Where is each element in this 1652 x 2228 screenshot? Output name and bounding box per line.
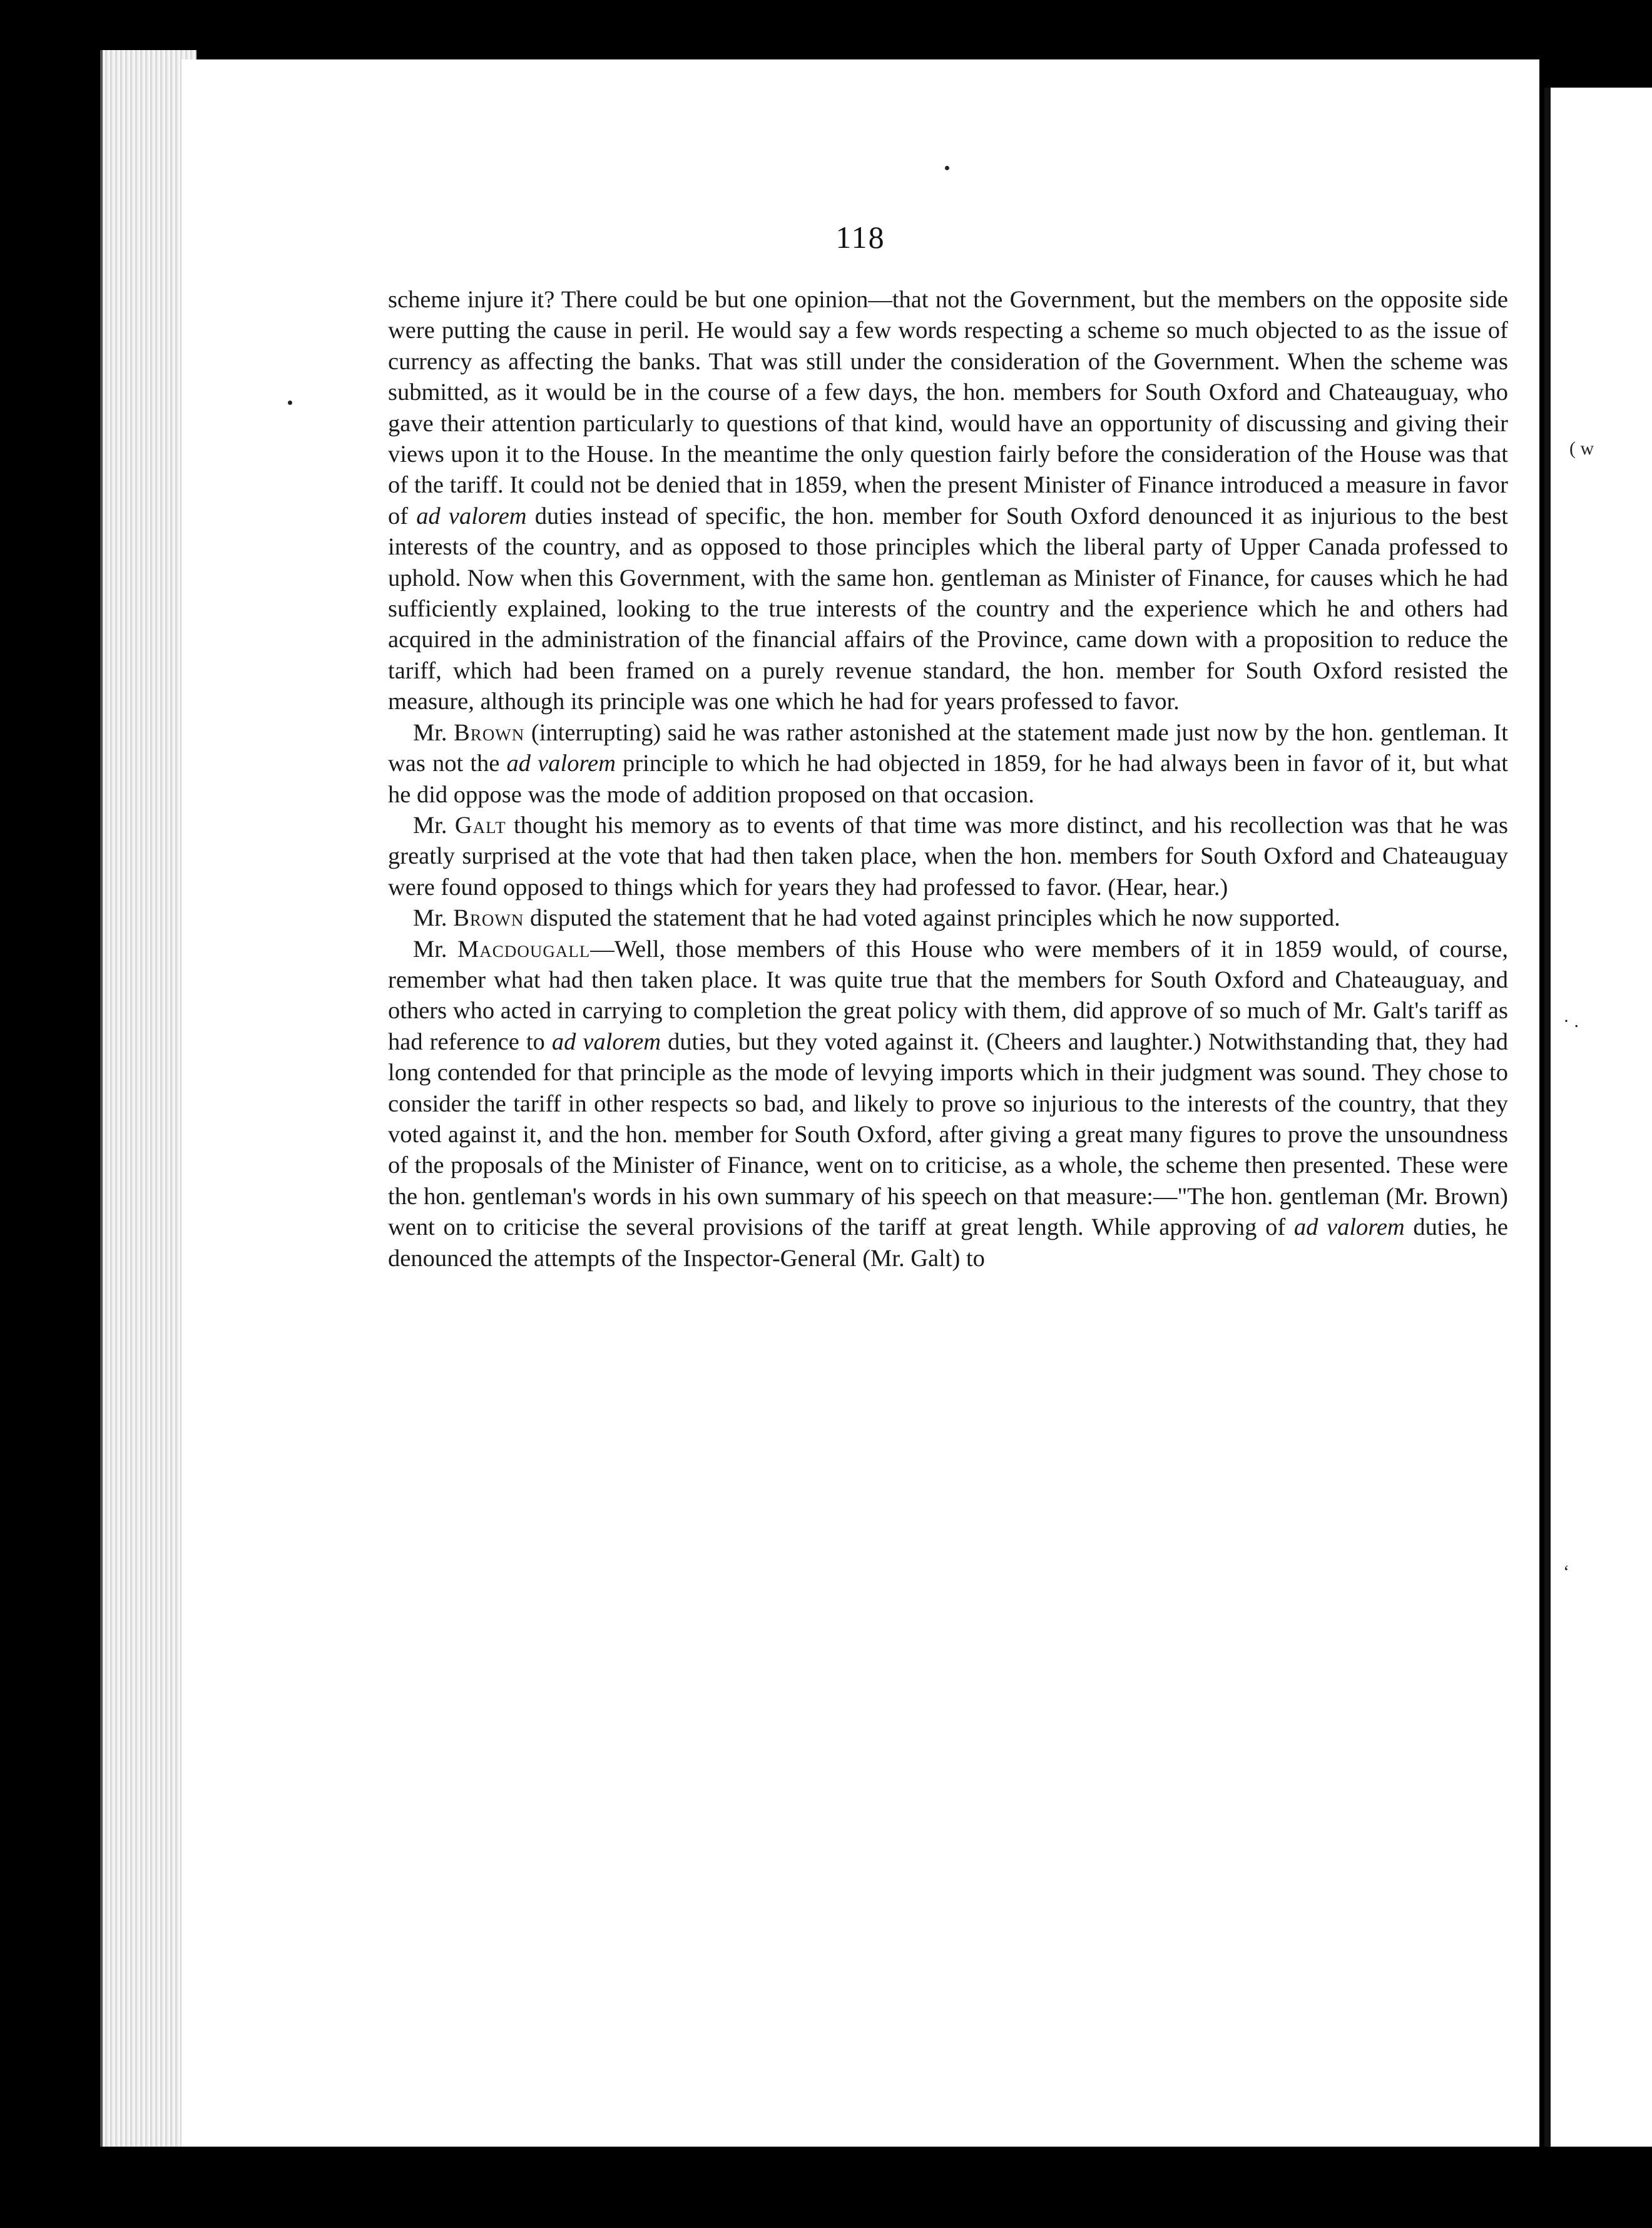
speaker-name: Brown (453, 905, 524, 932)
body-text (388, 285, 1508, 1274)
paragraph (388, 810, 1508, 903)
text-run: Mr. (413, 905, 454, 932)
text-run: —Well, those members of this House who were members of it in 1859 would, of course, remember what had then taken place. It was quite true that the members for South Oxford and Chateauguay, and others who acted in carrying to completion the great policy with them, did approve of so much of Mr. Galt's tariff as had reference to (388, 936, 1508, 1055)
text-run: Mr. (413, 936, 458, 963)
text-run: Mr. (413, 812, 455, 839)
facing-page-edge (1544, 88, 1652, 2147)
facing-page-fragment: ( w (1569, 438, 1594, 459)
text-run: duties, but they voted against it. (Cheers and laughter.) Notwithstanding that, they had long contended for that principle as the mode of levying imports which in their judgment was sound. They chose to consider the tariff in other respects so bad, and likely to prove so injurious to the interests of the country, that they voted against it, and the hon. member for South Oxford, after giving a great many figures to prove the unsoundness of the proposals of the Minister of Finance, went on to criticise, as a whole, the scheme then presented. These were the hon. gentleman's words in his own summary of his speech on that measure:—"The hon. gentleman (Mr. Brown) went on to criticise the several provisions of the tariff at great length. While approving of (388, 1028, 1509, 1241)
book-page (181, 59, 1539, 2147)
speck-mark (945, 166, 949, 170)
speaker-name: Galt (454, 812, 506, 839)
speaker-name: Macdougall (457, 936, 591, 963)
text-run: (interrupting) said he was rather astonished at the statement made just now by the hon. gentleman. It was not the (388, 719, 1508, 777)
italic-phrase: ad valorem (506, 750, 616, 777)
paragraph (388, 285, 1508, 718)
speck-mark (288, 401, 292, 405)
text-run: duties instead of specific, the hon. member for South Oxford denounced it as injurious to the best interests of the country, and as opposed to those principles which the liberal party of Upper Canada professed to uphold. Now when this Government, with the same hon. gentleman as Minister of Finance, for causes which he had sufficiently explained, looking to the true interests of the country and the experience which he and others had acquired in the administration of the financial affairs of the Province, came down with a proposition to reduce the tariff, which had been framed on a purely revenue standard, the hon. member for South Oxford resisted the measure, although its principle was one which he had for years professed to favor. (388, 503, 1508, 715)
italic-phrase: ad valorem (1293, 1214, 1405, 1241)
text-run: disputed the statement that he had voted against principles which he now supported. (524, 905, 1340, 932)
italic-phrase: ad valorem (416, 503, 527, 529)
speaker-name: Brown (454, 719, 525, 746)
text-run: principle to which he had objected in 1859, for he had always been in favor of it, but what he did oppose was the mode of addition proposed on that occasion. (388, 750, 1509, 808)
paragraph (388, 718, 1508, 810)
paragraph (388, 903, 1508, 934)
text-run: Mr. (413, 719, 454, 746)
page-number: 118 (835, 220, 885, 255)
facing-page-fragment: · . (1563, 1011, 1579, 1031)
facing-page-fragment: ‘ (1563, 1561, 1569, 1582)
italic-phrase: ad valorem (551, 1028, 661, 1055)
text-run: thought his memory as to events of that time was more distinct, and his recollection was that he was greatly surprised at the vote that had then taken place, when the hon. members for South Oxford and Chateauguay were found opposed to things which for years they had professed to favor. (Hear, hear.) (388, 812, 1509, 901)
text-run: scheme injure it? There could be but one opinion—that not the Government, but the members on the opposite side were putting the cause in peril. He would say a few words respecting a scheme so much objected to as the issue of currency as affecting the banks. That was still under the consideration of the Government. When the scheme was submitted, as it would be in the course of a few days, the hon. members for South Oxford and Chateauguay, who gave their attention particularly to questions of that kind, would have an opportunity of discussing and giving their views upon it to the House. In the meantime the only question fairly before the consideration of the House was that of the tariff. It could not be denied that in 1859, when the present Minister of Finance introduced a measure in favor of (388, 287, 1508, 529)
paragraph (388, 934, 1508, 1274)
text-run: duties, he denounced the attempts of the Inspector-General (Mr. Galt) to (388, 1214, 1509, 1272)
